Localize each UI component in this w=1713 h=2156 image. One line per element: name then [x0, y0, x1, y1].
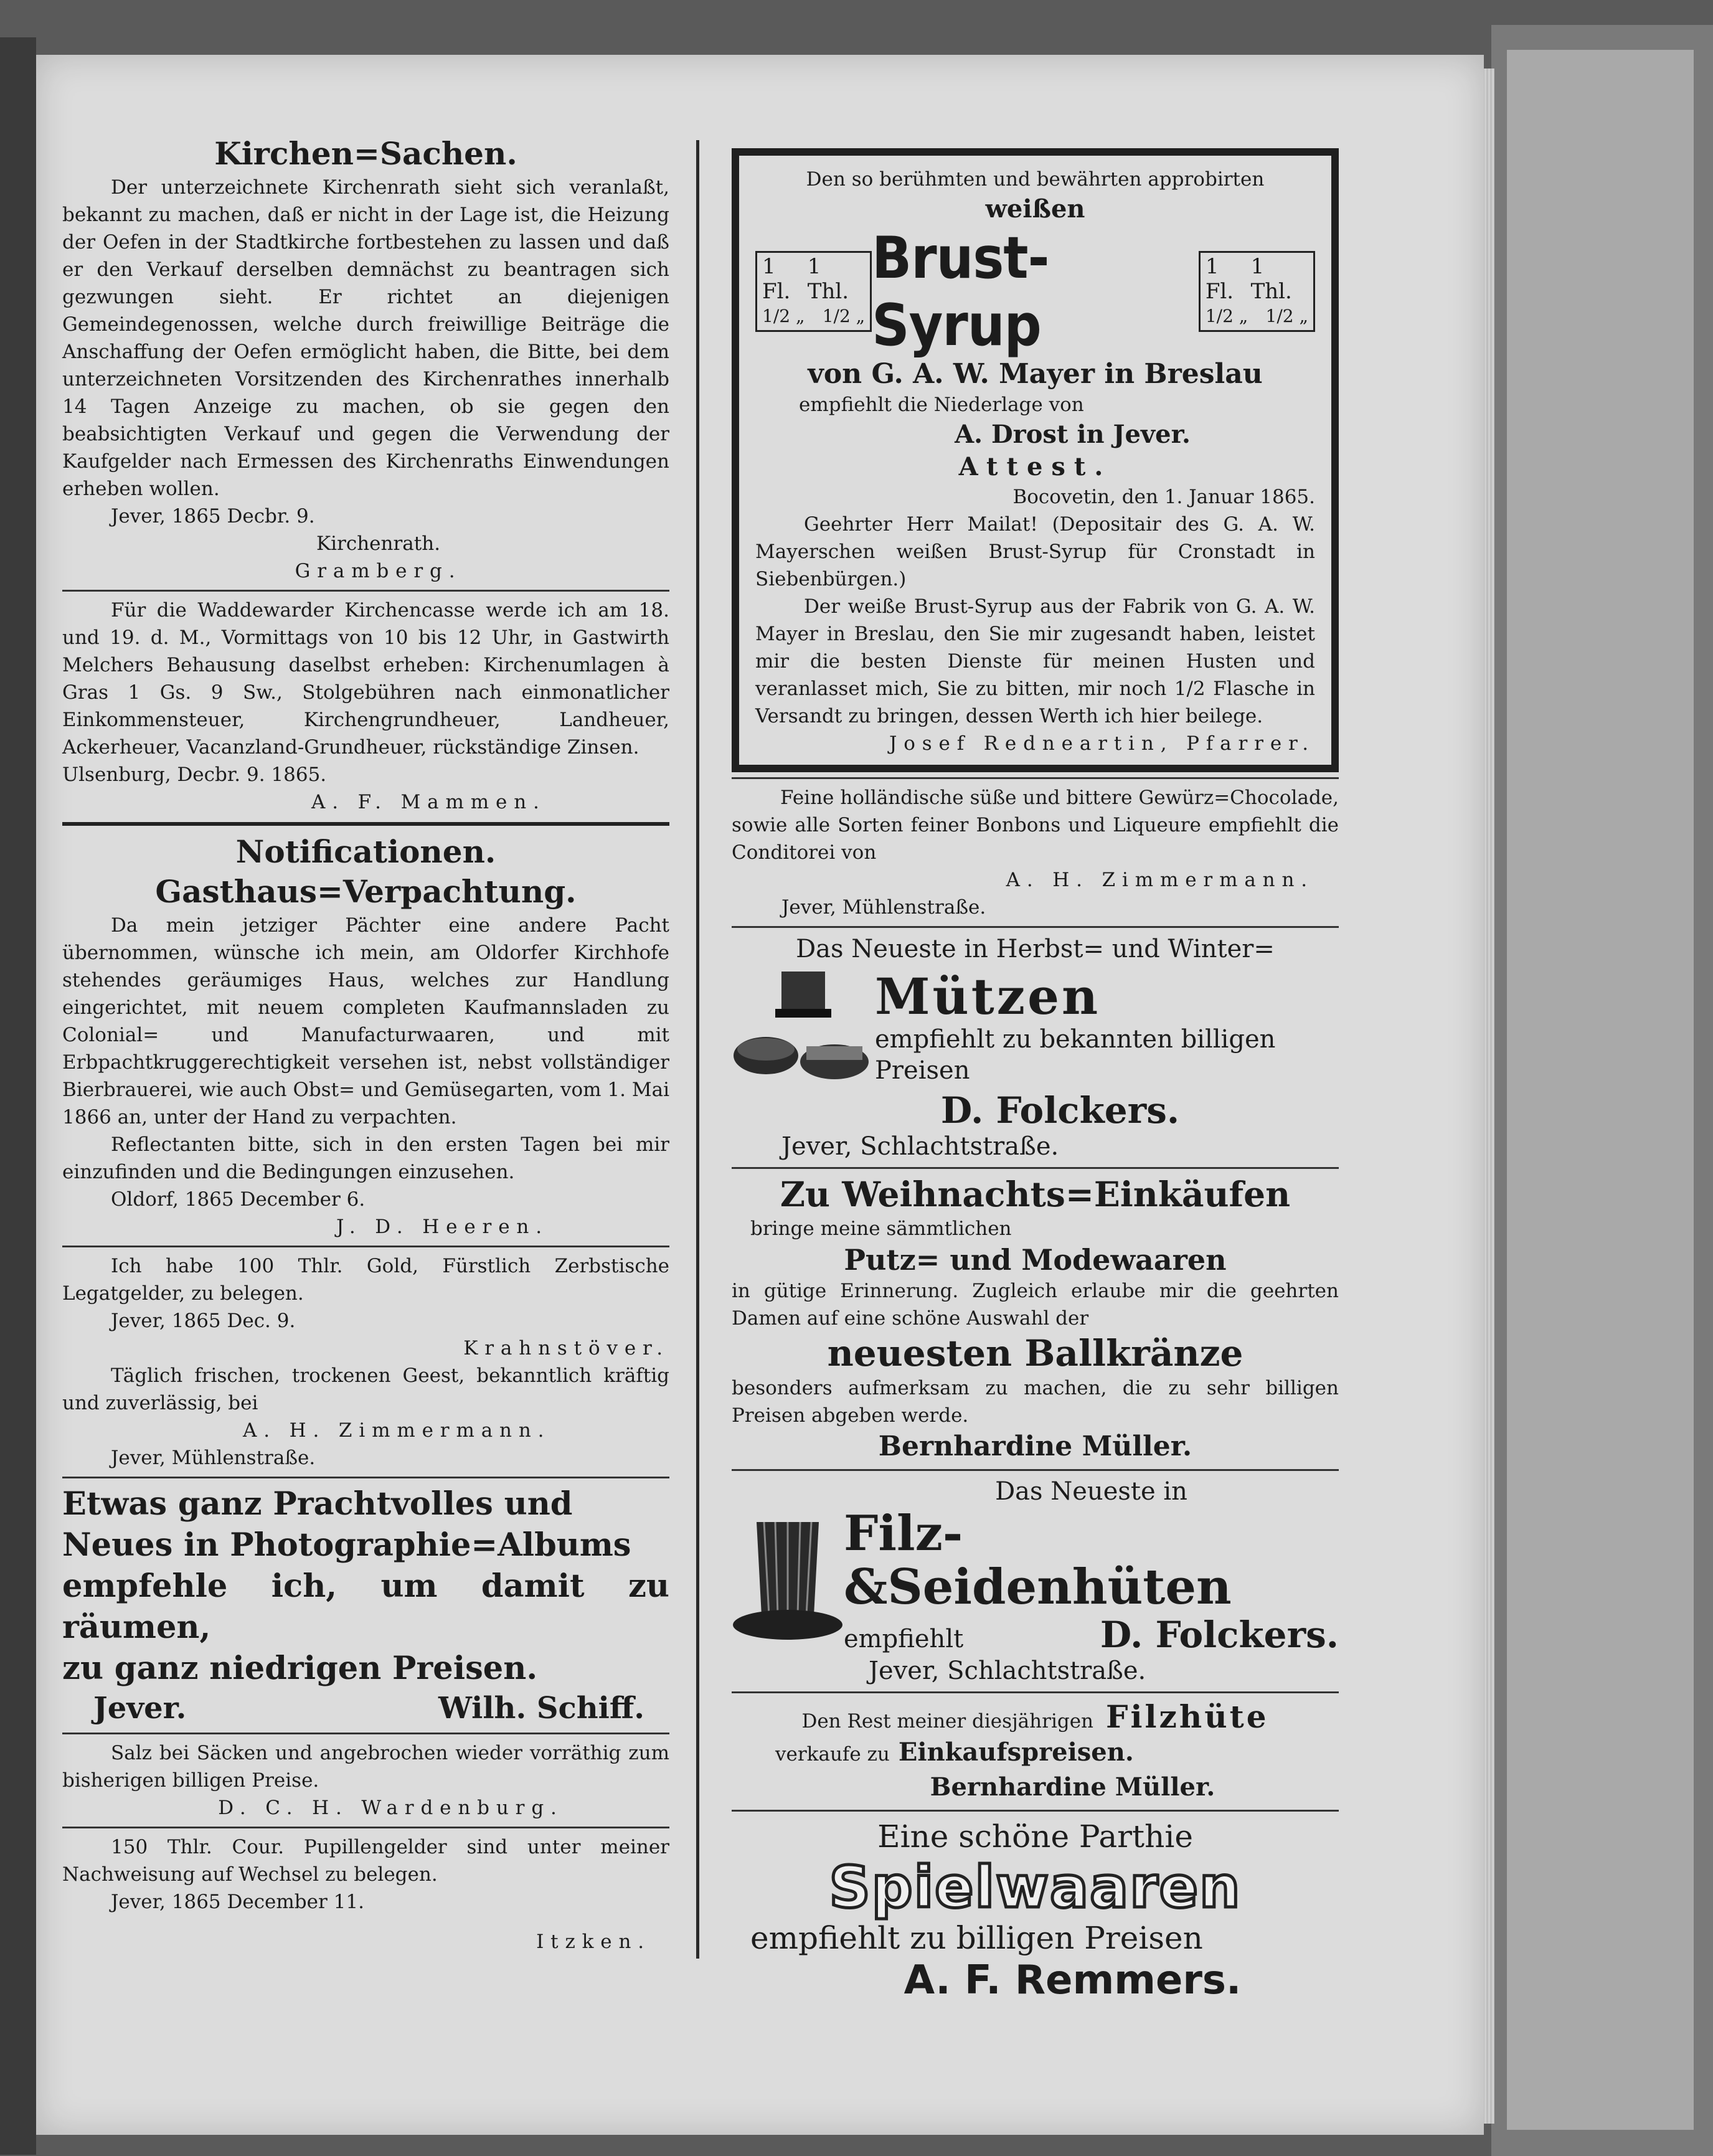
kirchen-date: Jever, 1865 Decbr. 9. — [111, 505, 315, 527]
geest-place: Jever, Mühlenstraße. — [111, 1447, 316, 1469]
caps-icon — [732, 965, 875, 1090]
price-box-right — [1199, 251, 1315, 332]
pupill-name: Itzken. — [536, 1931, 651, 1953]
gasthaus-notice — [62, 832, 669, 1241]
rule — [62, 1733, 669, 1734]
syrup-title: Brust-Syrup — [872, 224, 1049, 359]
weih-line-1: bringe meine sämmtlichen — [750, 1217, 1012, 1240]
pupill-date: Jever, 1865 December 11. — [111, 1891, 364, 1913]
rest-line-1: Den Rest meiner diesjährigen — [801, 1710, 1094, 1733]
spiel-line-2: empfiehlt zu billigen Preisen — [750, 1920, 1203, 1956]
muetzen-line-2: empfiehlt zu bekannten billigen — [875, 1025, 1276, 1054]
filz-name: D. Folckers. — [1100, 1614, 1339, 1656]
salz-notice — [62, 1739, 669, 1822]
photo-line-1: Etwas ganz Prachtvolles und — [62, 1485, 573, 1523]
weih-ball: neuesten Ballkränze — [827, 1332, 1243, 1374]
column-divider — [696, 140, 699, 1959]
filz-title: Filz-&Seidenhüten — [844, 1505, 1232, 1615]
photo-place: Jever. — [93, 1691, 187, 1726]
binding-shadow — [0, 37, 36, 2155]
price-thl: 1 Thl. — [1250, 254, 1292, 304]
salz-text: Salz bei Säcken und angebrochen wieder vorräthig zum bisherigen billigen Preise. — [62, 1742, 669, 1792]
muetzen-row — [732, 965, 1339, 1090]
right-column — [732, 143, 1339, 2003]
filz-text — [844, 1476, 1339, 1686]
geest-name: A. H. Zimmermann. — [243, 1419, 551, 1442]
weih-title: Zu Weihnachts=Einkäufen — [780, 1174, 1291, 1214]
price-fl: 1 Fl. — [1205, 254, 1234, 304]
syrup-text-2: Der weiße Brust-Syrup aus der Fabrik von G. A. W. Mayer in Breslau, den Sie mir zugesandt haben, leistet mir die besten Dienste für meinen Husten und veranlasset mich, Sie zu bitten, mir noch 1/2 Flasche in Versandt zu bringen, dessen Werth ich hier beilege. — [755, 595, 1315, 727]
notif-title: Notificationen. — [235, 833, 496, 870]
waddewarden-notice — [62, 597, 669, 816]
filz-sub-row — [844, 1614, 1339, 1655]
waddewarden-text: Für die Waddewarder Kirchencasse werde ich am 18. und 19. d. M., Vormittags von 10 bis 12 Uhr, in Gastwirth Melchers Behausung daselbst erheben: Kirchenumlagen à Gras 1 Gs. 9 Sw., Stolgebühren nach einmonatlicher Einkommensteuer, Kirchengrundheuer, Landheuer, Ackerheuer, Vacanzland-Grundheuer, rückständige Zinsen. — [62, 599, 669, 759]
muetzen-title: Mützen — [875, 967, 1101, 1026]
muetzen-text — [875, 969, 1339, 1086]
choc-name: A. H. Zimmermann. — [1006, 869, 1314, 891]
choc-place: Jever, Mühlenstraße. — [781, 896, 986, 919]
photo-line-4: zu ganz niedrigen Preisen. — [62, 1650, 538, 1687]
kirchen-name: Gramberg. — [295, 560, 462, 582]
kirchen-text: Der unterzeichnete Kirchenrath sieht sich veranlaßt, bekannt zu machen, daß er nicht in der Lage ist, die Heizung der Oefen in der Stadtkirche fortbestehen zu lassen und daß er den Verkauf derselben demnächst zu beantragen sich gezwungen sieht. Er richtet an diejenigen Gemeindegenossen, welche durch freiwillige Beiträge die Anschaffung der Oefen ermöglicht haben, die Bitte, bei dem unterzeichneten Vorsitzenden des Kirchenrathes innerhalb 14 Tagen Anzeige zu machen, ob sie gegen den beabsichtigten Verkauf und gegen die Verwendung der Kaufgelder nach Ermessen des Kirchenraths Einwendungen erheben wollen. — [62, 176, 669, 500]
price-half-b: 1/2 „ — [1265, 306, 1308, 326]
rule — [732, 1810, 1339, 1812]
weihnachts-ad — [732, 1174, 1339, 1464]
weih-putz: Putz= und Modewaaren — [844, 1243, 1227, 1277]
photo-signature — [62, 1689, 669, 1728]
rest-line-2: verkaufe zu — [775, 1743, 890, 1766]
photo-line-3: empfehle ich, um damit zu räumen, — [62, 1567, 669, 1646]
syrup-signature: Josef Redneartin, Pfarrer. — [889, 732, 1315, 755]
gold-text: Ich habe 100 Thlr. Gold, Fürstlich Zerbstische Legatgelder, zu belegen. — [62, 1255, 669, 1305]
rule — [62, 1827, 669, 1828]
photo-line-2: Neues in Photographie=Albums — [62, 1526, 631, 1564]
kirchen-org: Kirchenrath. — [316, 532, 441, 555]
salz-name: D. C. H. Wardenburg. — [218, 1797, 564, 1819]
rule-thick — [62, 822, 669, 826]
syrup-line-1: Den so berühmten und bewährten approbirten — [806, 168, 1265, 191]
rest-eink: Einkaufspreisen. — [898, 1738, 1134, 1767]
price-half-a: 1/2 „ — [1205, 306, 1248, 326]
rest-row-2 — [732, 1735, 1339, 1770]
chocolade-ad — [732, 784, 1339, 921]
syrup-maker: von G. A. W. Mayer in Breslau — [808, 358, 1263, 390]
gasthaus-name: J. D. Heeren. — [336, 1216, 549, 1238]
syrup-weissen: weißen — [985, 194, 1085, 224]
choc-text: Feine holländische süße und bittere Gewürz=Chocolade, sowie alle Sorten feiner Bonbons und Liqueure empfiehlt die Conditorei von — [732, 787, 1339, 864]
gold-name: Krahnstöver. — [463, 1337, 669, 1359]
kirchen-sachen-notice — [62, 134, 669, 585]
photo-name: Wilh. Schiff. — [438, 1691, 644, 1726]
rule — [732, 1691, 1339, 1693]
spiel-line-1: Eine schöne Parthie — [877, 1818, 1193, 1855]
syrup-text-1: Geehrter Herr Mailat! (Depositair des G. A. W. Mayerschen weißen Brust-Syrup für Cronstadt in Siebenbürgen.) — [755, 513, 1315, 590]
weih-text-2: besonders aufmerksam zu machen, die zu sehr billigen Preisen abgeben werde. — [732, 1377, 1339, 1427]
gold-notice — [62, 1252, 669, 1362]
filz-seidenhuete-ad — [732, 1476, 1339, 1686]
rule — [732, 777, 1339, 779]
rule — [732, 926, 1339, 928]
price-half-b: 1/2 „ — [822, 306, 866, 326]
muetzen-line-1: Das Neueste in Herbst= und Winter= — [796, 935, 1275, 963]
rule — [62, 590, 669, 592]
gold-date: Jever, 1865 Dec. 9. — [111, 1310, 296, 1332]
weih-text-1: in gütige Erinnerung. Zugleich erlaube mir die geehrten Damen auf eine schöne Auswahl der — [732, 1280, 1339, 1330]
filz-place: Jever, Schlachtstraße. — [869, 1657, 1146, 1685]
kirchen-title: Kirchen=Sachen. — [214, 135, 517, 172]
muetzen-name: D. Folckers. — [940, 1089, 1180, 1132]
gasthaus-text: Da mein jetziger Pächter eine andere Pacht übernommen, wünsche ich mein, am Oldorfer Kirchhofe stehendes geräumiges Haus, welches zur Handlung eingerichtet, mit neuem completen Kaufmannsladen zu Colonial= und Manufacturwaaren, und mit Erbpachtkruggerechtigkeit versehen ist, nebst vollständiger Bierbrauerei, wie auch Obst= und Gemüsegarten, vom 1. Mai 1866 an, unter der Hand zu verpachten. — [62, 914, 669, 1128]
rule — [732, 1167, 1339, 1169]
syrup-title-row — [755, 224, 1315, 359]
pupill-text: 150 Thlr. Cour. Pupillengelder sind unter meiner Nachweisung auf Wechsel zu belegen. — [62, 1836, 669, 1886]
rule — [62, 1246, 669, 1247]
spielwaaren-ad — [732, 1817, 1339, 2003]
muetzen-place: Jever, Schlachtstraße. — [781, 1132, 1059, 1161]
geest-notice — [62, 1362, 669, 1472]
muetzen-line-3: Preisen — [875, 1056, 970, 1085]
book-cover-inner — [1507, 50, 1694, 2130]
price-fl: 1 Fl. — [762, 254, 791, 304]
price-box-left — [755, 251, 872, 332]
weih-name: Bernhardine Müller. — [878, 1430, 1192, 1462]
left-column — [62, 134, 669, 1955]
rest-row-1 — [732, 1698, 1339, 1735]
rule — [62, 1477, 669, 1478]
price-thl: 1 Thl. — [807, 254, 849, 304]
brust-syrup-ad — [732, 148, 1339, 772]
filz-row — [732, 1476, 1339, 1686]
pupillengelder-notice — [62, 1833, 669, 1955]
syrup-attest: Attest. — [958, 452, 1112, 481]
filz-line-1: Das Neueste in — [995, 1477, 1187, 1506]
geest-text: Täglich frischen, trockenen Geest, bekanntlich kräftig und zuverlässig, bei — [62, 1364, 669, 1414]
syrup-date: Bocovetin, den 1. Januar 1865. — [1012, 486, 1315, 508]
rule — [732, 1469, 1339, 1471]
spiel-title: Spielwaaren — [829, 1854, 1242, 1921]
filzhuete-rest-ad — [732, 1698, 1339, 1805]
gasthaus-date: Oldorf, 1865 December 6. — [111, 1188, 366, 1211]
waddewarden-date: Ulsenburg, Decbr. 9. 1865. — [62, 764, 327, 786]
photo-albums-ad — [62, 1483, 669, 1728]
spiel-name: A. F. Remmers. — [904, 1957, 1242, 2003]
syrup-niederlage: empfiehlt die Niederlage von — [799, 394, 1084, 416]
waddewarden-name: A. F. Mammen. — [311, 791, 546, 813]
gasthaus-title: Gasthaus=Verpachtung. — [155, 873, 577, 910]
gasthaus-text2: Reflectanten bitte, sich in den ersten Tagen bei mir einzufinden und die Bedingungen einzusehen. — [62, 1133, 669, 1183]
rest-name: Bernhardine Müller. — [930, 1772, 1215, 1802]
filz-line-2: empfiehlt — [844, 1625, 964, 1653]
price-half-a: 1/2 „ — [762, 306, 805, 326]
syrup-drost: A. Drost in Jever. — [955, 420, 1191, 449]
muetzen-ad — [732, 933, 1339, 1162]
rest-filz: Filzhüte — [1106, 1698, 1269, 1735]
top-hat-icon — [732, 1516, 844, 1647]
